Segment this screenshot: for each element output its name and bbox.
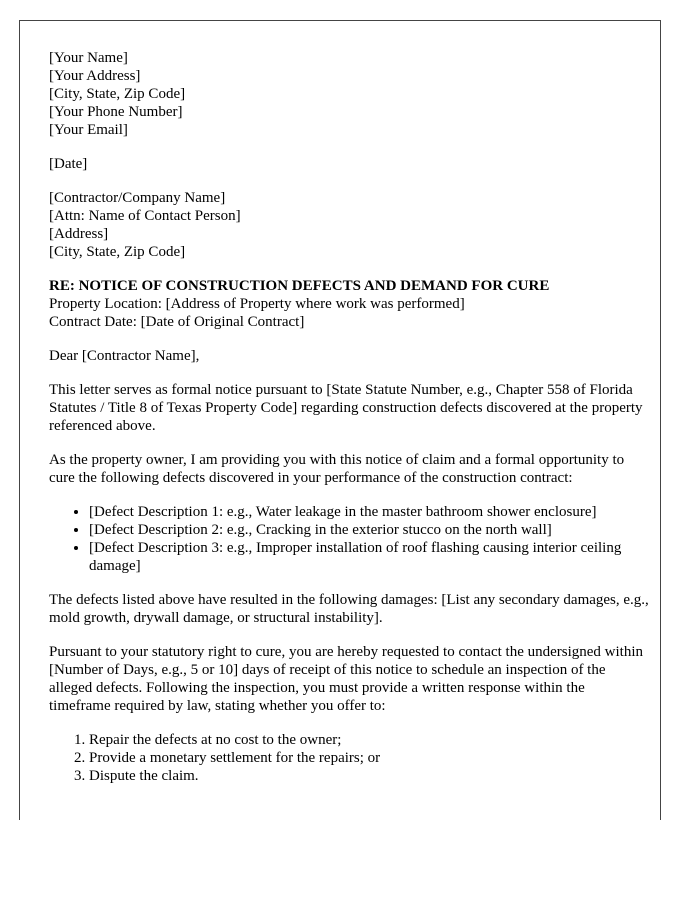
letter-page [19,20,661,820]
re-title: RE: NOTICE OF CONSTRUCTION DEFECTS AND DEMAND FOR CURE [49,278,550,294]
defects-list [49,503,649,575]
property-location: Property Location: [Address of Property where work was performed] [49,296,465,312]
intro-paragraph: This letter serves as formal notice pursuant to [State Statute Number, e.g., Chapter 558 of Florida Statutes / Title 8 of Texas Property Code] regarding construction defects discovered at the property referenced above. [49,382,643,434]
sender-address: [Your Address] [49,68,141,84]
recipient-attn: [Attn: Name of Contact Person] [49,208,241,224]
sender-name: [Your Name] [49,50,128,66]
list-item: 2. Provide a monetary settlement for the repairs; or [89,749,649,767]
damages-paragraph: The defects listed above have resulted in the following damages: [List any secondary damages, e.g., mold growth, drywall damage, or structural instability]. [49,592,649,626]
contract-date: Contract Date: [Date of Original Contract] [49,314,305,330]
recipient-city-state-zip: [City, State, Zip Code] [49,244,186,260]
salutation: Dear [Contractor Name], [49,348,200,364]
options-list [49,731,649,785]
recipient-address: [Address] [49,226,109,242]
recipient-block [49,189,649,261]
list-item: • [Defect Description 2: e.g., Cracking in the exterior stucco on the north wall] [89,521,649,539]
claim-paragraph: As the property owner, I am providing you with this notice of claim and a formal opportunity to cure the following defects discovered in your performance of the construction contract: [49,452,625,486]
sender-block [49,49,649,139]
list-item: 1. Repair the defects at no cost to the owner; [89,731,649,749]
re-block [49,277,649,331]
recipient-company: [Contractor/Company Name] [49,190,226,206]
list-item: • [Defect Description 1: e.g., Water leakage in the master bathroom shower enclosure] [89,503,649,521]
list-item: • [Defect Description 3: e.g., Improper installation of roof flashing causing interior ceiling damage] [89,539,649,575]
sender-city-state-zip: [City, State, Zip Code] [49,86,186,102]
sender-email: [Your Email] [49,122,128,138]
cure-paragraph: Pursuant to your statutory right to cure, you are hereby requested to contact the undersigned within [Number of Days, e.g., 5 or 10] days of receipt of this notice to schedule an inspection of the alleged defects. Following the inspection, you must provide a written response within the timeframe required by law, stating whether you offer to: [49,644,644,714]
list-item: 3. Dispute the claim. [89,767,649,785]
letter-date: [Date] [49,156,88,172]
date-block [49,155,649,173]
letter-content [49,49,649,801]
sender-phone: [Your Phone Number] [49,104,183,120]
